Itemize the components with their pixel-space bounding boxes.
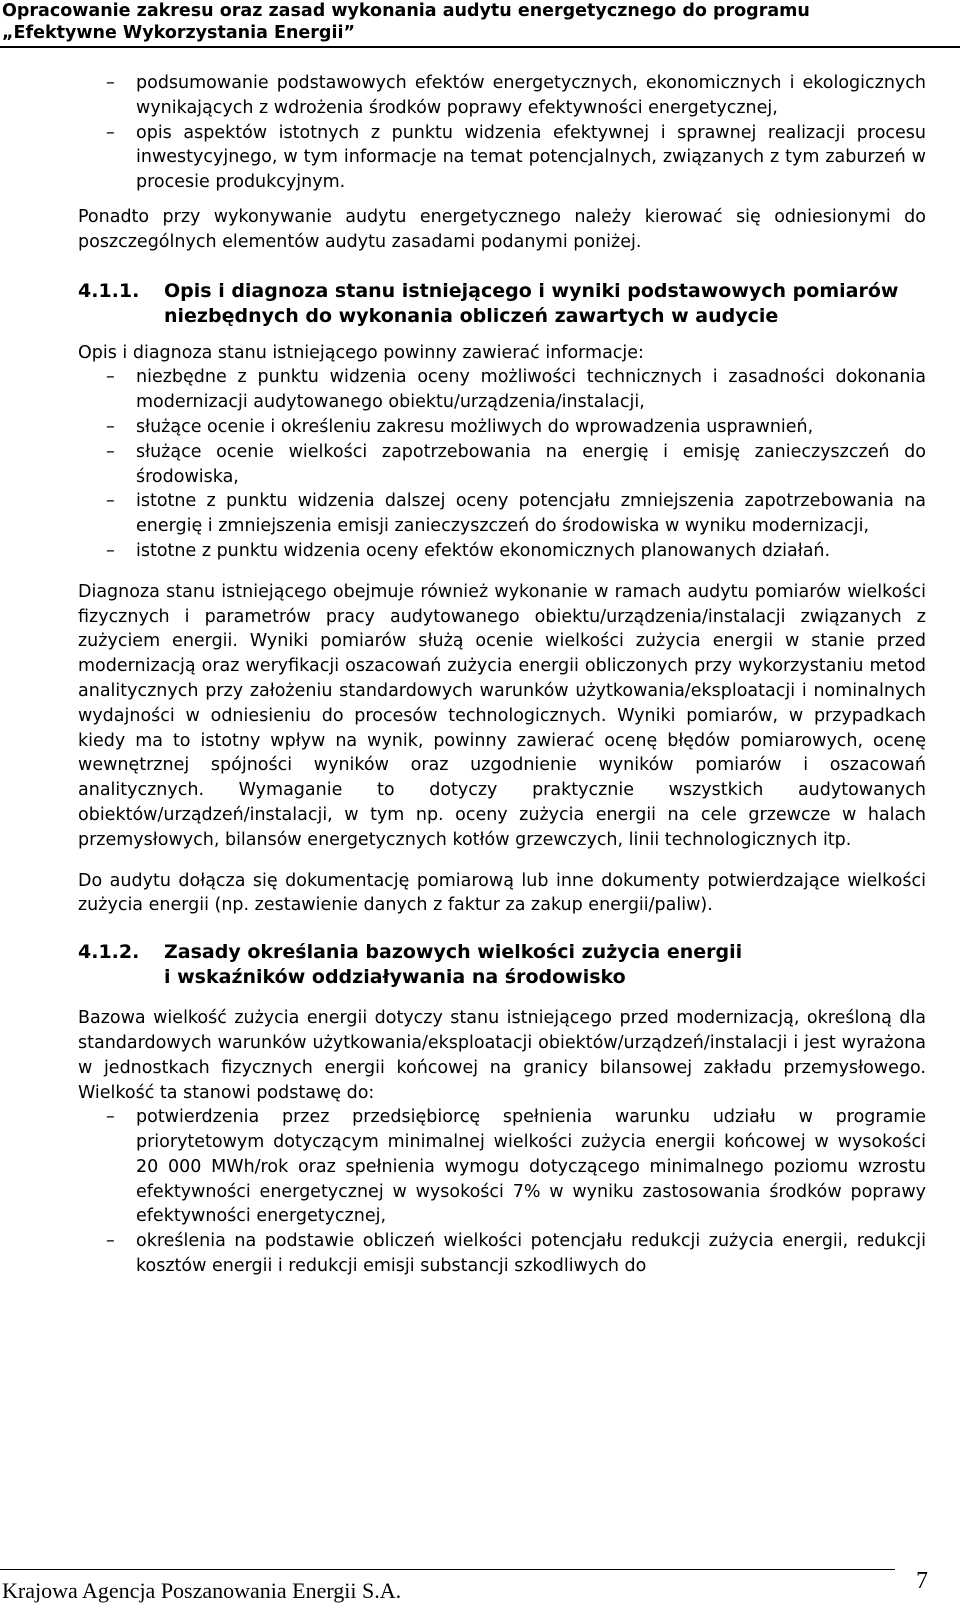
section2-list (78, 1105, 926, 1279)
list-item (78, 539, 926, 564)
dash-marker: – (106, 416, 115, 437)
list-item-text: służące ocenie i określeniu zakresu możliwych do wprowadzenia usprawnień, (136, 416, 814, 437)
list-item (78, 365, 926, 415)
dash-marker: – (106, 122, 115, 143)
list-item (78, 71, 926, 121)
section-title-line-1: Zasady określania bazowych wielkości zużycia energii (164, 941, 743, 964)
section1-paragraph-1: Diagnoza stanu istniejącego obejmuje również wykonanie w ramach audytu pomiarów wielkości fizycznych i parametrów pracy audytowanego obiektu/urządzenia/instalacji związanych z zużyciem energii. Wyniki pomiarów służą ocenie wielkości zużycia energii w stanie przed modernizacją oraz weryfikacji oszacowań zużycia energii obliczonych przy wykorzystaniu metod analitycznych przy założeniu standardowych warunków użytkowania/eksploatacji i nominalnych wydajności w odniesieniu do procesów technologicznych. Wyniki pomiarów, w przypadkach kiedy ma to istotny wpływ na wynik, powinny zawierać ocenę błędów pomiarowych, ocenę wewnętrznej spójności wyników oraz uzgodnienie wyników pomiarów i oszacowań analitycznych. Wymaganie to dotyczy praktycznie wszystkich audytowanych obiektów/urządzeń/instalacji, w tym np. oceny zużycia energii na cele grzewcze w halach przemysłowych, bilansów energetycznych kotłów grzewczych, linii technologicznych itp. (78, 581, 926, 850)
list-item (78, 1229, 926, 1279)
header-line-1: Opracowanie zakresu oraz zasad wykonania audytu energetycznego do programu (2, 1, 810, 21)
dash-marker: – (106, 1107, 115, 1128)
list-item (78, 121, 926, 195)
intro-list (78, 71, 926, 195)
section-heading-4-1-1 (78, 279, 926, 329)
list-item-text: niezbędne z punktu widzenia oceny możliwości technicznych i zasadności dokonania modernizacji audytowanego obiektu/urządzenia/instalacji, (136, 367, 926, 413)
section-number: 4.1.2. (78, 941, 140, 964)
footer-rule (0, 1569, 895, 1570)
intro-paragraph: Ponadto przy wykonywanie audytu energetycznego należy kierować się odniesionymi do poszczególnych elementów audytu zasadami podanymi poniżej. (78, 206, 926, 252)
section1-list (78, 365, 926, 563)
dash-marker: – (106, 540, 115, 561)
dash-marker: – (106, 491, 115, 512)
section2-paragraph: Bazowa wielkość zużycia energii dotyczy stanu istniejącego przed modernizacją, określoną dla standardowych warunków użytkowania/eksploatacji obiektów/urządzeń/instalacji i jest wyrażona w jednostkach fizycznych energii końcowej na granicy bilansowej zakładu przemysłowego. Wielkość ta stanowi podstawę do: (78, 1008, 926, 1103)
page-content (78, 71, 926, 1279)
list-item-text: istotne z punktu widzenia dalszej oceny potencjału zmniejszenia zapotrzebowania na energię i zmniejszenia emisji zanieczyszczeń do środowiska w wyniku modernizacji, (136, 491, 926, 537)
list-item-text: istotne z punktu widzenia oceny efektów ekonomicznych planowanych działań. (136, 540, 831, 561)
list-item-text: opis aspektów istotnych z punktu widzenia efektywnej i sprawnej realizacji procesu inwestycyjnego, w tym informacje na temat potencjalnych, związanych z tym zaburzeń w procesie produkcyjnym. (136, 122, 926, 193)
list-item (78, 415, 926, 440)
section-title-line-2: i wskaźników oddziaływania na środowisko (164, 966, 626, 989)
list-item-text: określenia na podstawie obliczeń wielkości potencjału redukcji zużycia energii, redukcji kosztów energii i redukcji emisji substancji szkodliwych do (136, 1231, 926, 1277)
dash-marker: – (106, 367, 115, 388)
list-item-text: podsumowanie podstawowych efektów energetycznych, ekonomicznych i ekologicznych wynikających z wdrożenia środków poprawy efektywności energetycznej, (136, 73, 926, 118)
list-item-text: służące ocenie wielkości zapotrzebowania na energię i emisję zanieczyszczeń do środowiska, (136, 441, 926, 487)
section1-paragraph-2: Do audytu dołącza się dokumentację pomiarową lub inne dokumenty potwierdzające wielkości zużycia energii (np. zestawienie danych z faktur za zakup energii/paliw). (78, 870, 926, 916)
list-item (78, 440, 926, 490)
footer-organization: Krajowa Agencja Poszanowania Energii S.A. (2, 1578, 402, 1603)
list-item-text: potwierdzenia przez przedsiębiorcę spełnienia warunku udziału w programie priorytetowym dotyczącym minimalnej wielkości zużycia energii końcowej w wysokości 20 000 MWh/rok oraz spełnienia wymogu dotyczącego minimalnego poziomu wzrostu efektywności energetycznej w wysokości 7% w wyniku zastosowania środków poprawy efektywności energetycznej, (136, 1107, 926, 1227)
page-number: 7 (916, 1568, 928, 1594)
section-number: 4.1.1. (78, 279, 140, 302)
dash-marker: – (106, 441, 115, 462)
section1-lead: Opis i diagnoza stanu istniejącego powinny zawierać informacje: (78, 342, 644, 363)
list-item (78, 1105, 926, 1229)
dash-marker: – (106, 73, 115, 93)
list-item (78, 489, 926, 539)
header-rule (0, 46, 960, 48)
dash-marker: – (106, 1231, 115, 1252)
section-title: Opis i diagnoza stanu istniejącego i wyniki podstawowych pomiarów niezbędnych do wykonania obliczeń zawartych w audycie (164, 279, 899, 327)
section-heading-4-1-2 (78, 940, 926, 990)
header-line-2: „Efektywne Wykorzystania Energii” (2, 23, 355, 43)
